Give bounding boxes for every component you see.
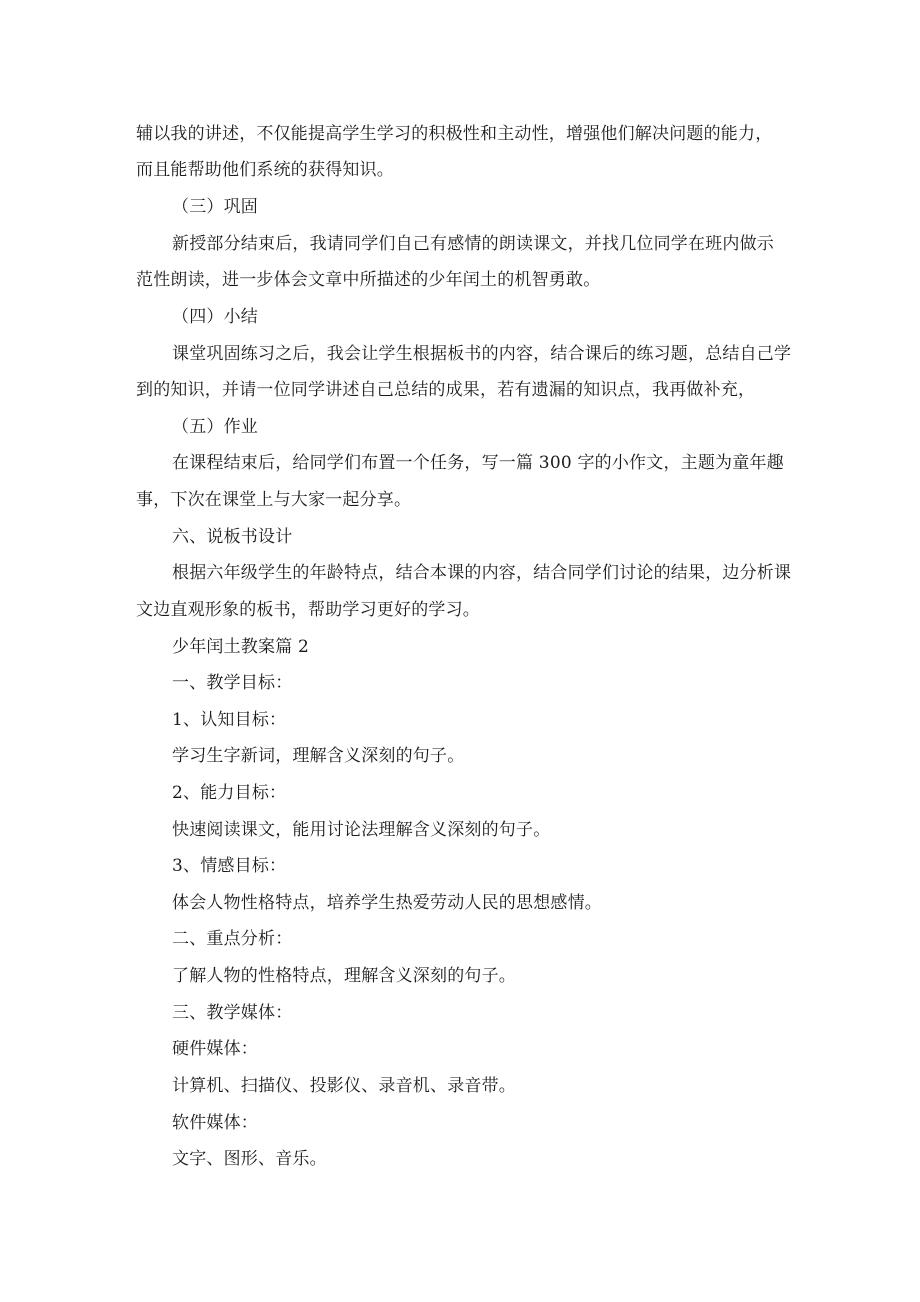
subheading-ability: 2、能力目标： <box>172 783 287 803</box>
lesson-plan-title: 少年闰土教案篇 2 <box>172 637 310 657</box>
paragraph-line: 新授部分结束后，我请同学们自己有感情的朗读课文，并找几位同学在班内做示 <box>172 234 774 254</box>
paragraph-line: 体会人物性格特点，培养学生热爱劳动人民的思想感情。 <box>172 893 602 913</box>
paragraph-line: 辅以我的讲述，不仅能提高学生学习的积极性和主动性，增强他们解决问题的能力， <box>136 124 773 144</box>
section-heading-objectives: 一、教学目标： <box>172 673 293 693</box>
subheading-emotional: 3、情感目标： <box>172 856 287 876</box>
paragraph-line: 到的知识，并请一位同学讲述自己总结的成果，若有遗漏的知识点，我再做补充， <box>136 380 756 400</box>
paragraph-line: 快速阅读课文，能用讨论法理解含义深刻的句子。 <box>172 820 551 840</box>
subheading-software: 软件媒体： <box>172 1113 258 1133</box>
paragraph-line: 而且能帮助他们系统的获得知识。 <box>136 160 394 180</box>
section-heading-summary: （四）小结 <box>172 307 258 327</box>
subheading-hardware: 硬件媒体： <box>172 1039 258 1059</box>
paragraph-line: 文边直观形象的板书，帮助学习更好的学习。 <box>136 600 480 620</box>
paragraph-line: 学习生字新词，理解含义深刻的句子。 <box>172 746 465 766</box>
section-heading-board-design: 六、说板书设计 <box>172 527 293 547</box>
paragraph-line: 文字、图形、音乐。 <box>172 1149 327 1169</box>
paragraph-line: 计算机、扫描仪、投影仪、录音机、录音带。 <box>172 1076 516 1096</box>
paragraph-line: 在课程结束后，给同学们布置一个任务，写一篇 300 字的小作文，主题为童年趣 <box>172 453 784 473</box>
paragraph-line: 范性朗读，进一步体会文章中所描述的少年闰土的机智勇敢。 <box>136 270 601 290</box>
section-heading-media: 三、教学媒体： <box>172 1003 293 1023</box>
section-heading-key-points: 二、重点分析： <box>172 929 293 949</box>
paragraph-line: 了解人物的性格特点，理解含义深刻的句子。 <box>172 966 516 986</box>
section-heading-homework: （五）作业 <box>172 417 258 437</box>
paragraph-line: 事，下次在课堂上与大家一起分享。 <box>136 490 412 510</box>
paragraph-line: 课堂巩固练习之后，我会让学生根据板书的内容，结合课后的练习题，总结自己学 <box>172 344 792 364</box>
section-heading-consolidate: （三）巩固 <box>172 197 258 217</box>
paragraph-line: 根据六年级学生的年龄特点，结合本课的内容，结合同学们讨论的结果，边分析课 <box>172 563 792 583</box>
subheading-cognitive: 1、认知目标： <box>172 710 287 730</box>
